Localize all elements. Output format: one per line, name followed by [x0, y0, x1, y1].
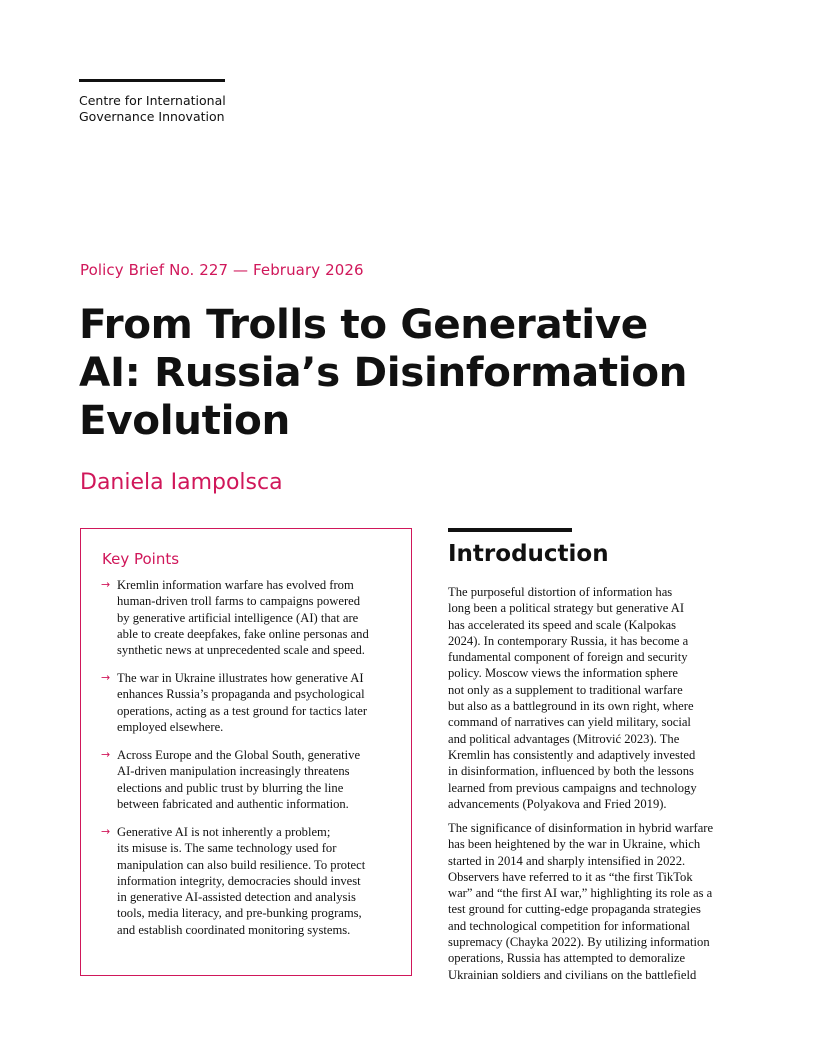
- key-point-text-line: synthetic news at unprecedented scale and speed.: [117, 643, 365, 658]
- title-line-1: From Trolls to Generative: [79, 300, 648, 348]
- key-point-text-line: its misuse is. The same technology used for: [117, 841, 337, 856]
- author-name: Daniela Iampolsca: [80, 470, 283, 495]
- paragraph-text-line: started in 2014 and sharply intensified in 2022.: [448, 853, 686, 868]
- paragraph-text-line: supremacy (Chayka 2022). By utilizing information: [448, 935, 710, 950]
- title-line-2: AI: Russia’s Disinformation: [79, 348, 688, 396]
- key-point-text-line: The war in Ukraine illustrates how generative AI: [117, 671, 364, 686]
- org-header-rule: [79, 79, 225, 82]
- key-point-item: [101, 670, 393, 735]
- key-point-text-line: in generative AI-assisted detection and analysis: [117, 890, 356, 905]
- introduction-paragraph-1: [448, 584, 748, 812]
- paragraph-text-line: not only as a supplement to traditional warfare: [448, 682, 683, 697]
- paragraph-text-line: The purposeful distortion of information has: [448, 585, 673, 599]
- key-point-text-line: information integrity, democracies should invest: [117, 873, 361, 888]
- paragraph-text-line: policy. Moscow views the information sphere: [448, 666, 679, 681]
- paragraph-text-line: but also as a battleground in its own right, where: [448, 699, 694, 714]
- paragraph-text-line: operations, Russia has attempted to demoralize: [448, 951, 686, 966]
- policy-brief-label: Policy Brief No. 227 — February 2026: [80, 261, 364, 279]
- paragraph-text-line: learned from previous campaigns and technology: [448, 780, 697, 795]
- title-line-3: Evolution: [79, 396, 290, 444]
- paragraph-text-line: Observers have referred to it as “the first TikTok: [448, 869, 693, 884]
- key-points-list: [101, 577, 393, 950]
- paragraph-text-line: has been heightened by the war in Ukraine, which: [448, 837, 701, 852]
- introduction-heading: Introduction: [448, 541, 609, 567]
- org-name-line-2: Governance Innovation: [79, 109, 225, 124]
- key-point-text-line: enhances Russia’s propaganda and psychological: [117, 687, 365, 702]
- paragraph-text-line: fundamental component of foreign and security: [448, 650, 688, 665]
- key-point-text-line: and establish coordinated monitoring systems.: [117, 922, 351, 937]
- key-point-text-line: AI-driven manipulation increasingly threatens: [117, 764, 350, 779]
- key-point-text-line: Across Europe and the Global South, generative: [117, 748, 361, 763]
- paragraph-text-line: and political advantages (Mitrović 2023). The: [448, 731, 680, 746]
- key-point-text-line: by generative artificial intelligence (AI) that are: [117, 610, 359, 625]
- paragraph-text-line: war” and “the first AI war,” highlighting its role as a: [448, 886, 713, 901]
- org-name: [79, 93, 279, 125]
- key-point-text-line: tools, media literacy, and pre-bunking programs,: [117, 906, 362, 921]
- key-point-text-line: human-driven troll farms to campaigns powered: [117, 594, 361, 609]
- paragraph-text-line: has accelerated its speed and scale (Kalpokas: [448, 617, 676, 632]
- paragraph-text-line: in disinformation, influenced by both the lessons: [448, 764, 694, 779]
- paragraph-text-line: Kremlin has consistently and adaptively invested: [448, 747, 696, 762]
- introduction-rule: [448, 528, 572, 532]
- document-title: [79, 300, 699, 444]
- key-point-text-line: operations, acting as a test ground for tactics later: [117, 703, 368, 718]
- paragraph-text-line: 2024). In contemporary Russia, it has become a: [448, 633, 689, 648]
- org-name-line-1: Centre for International: [79, 93, 226, 108]
- introduction-paragraph-2: [448, 820, 748, 983]
- paragraph-text-line: command of narratives can yield military, social: [448, 715, 691, 730]
- paragraph-text-line: Ukrainian soldiers and civilians on the battlefield: [448, 967, 697, 982]
- key-point-text-line: between fabricated and authentic information.: [117, 796, 349, 811]
- arrow-right-icon: →: [101, 578, 111, 591]
- key-point-item: [101, 577, 393, 658]
- paragraph-text-line: The significance of disinformation in hybrid warfare: [448, 821, 714, 835]
- key-point-text-line: Generative AI is not inherently a problem;: [117, 824, 331, 839]
- paragraph-text-line: test ground for cutting-edge propaganda strategies: [448, 902, 701, 917]
- key-point-item: [101, 824, 393, 938]
- key-points-box: [80, 528, 412, 976]
- arrow-right-icon: →: [101, 748, 111, 762]
- arrow-right-icon: →: [101, 671, 111, 685]
- key-point-text-line: elections and public trust by blurring the line: [117, 780, 344, 795]
- paragraph-text-line: long been a political strategy but generative AI: [448, 601, 685, 616]
- key-point-text-line: manipulation can also build resilience. To protect: [117, 857, 366, 872]
- paragraph-text-line: and technological competition for informational: [448, 918, 691, 933]
- key-point-text-line: Kremlin information warfare has evolved from: [117, 578, 354, 592]
- key-point-text-line: employed elsewhere.: [117, 720, 224, 735]
- arrow-right-icon: →: [101, 824, 111, 838]
- key-point-text-line: able to create deepfakes, fake online personas and: [117, 626, 369, 641]
- key-points-heading: Key Points: [102, 550, 180, 568]
- key-point-item: [101, 747, 393, 812]
- paragraph-text-line: advancements (Polyakova and Fried 2019).: [448, 796, 667, 811]
